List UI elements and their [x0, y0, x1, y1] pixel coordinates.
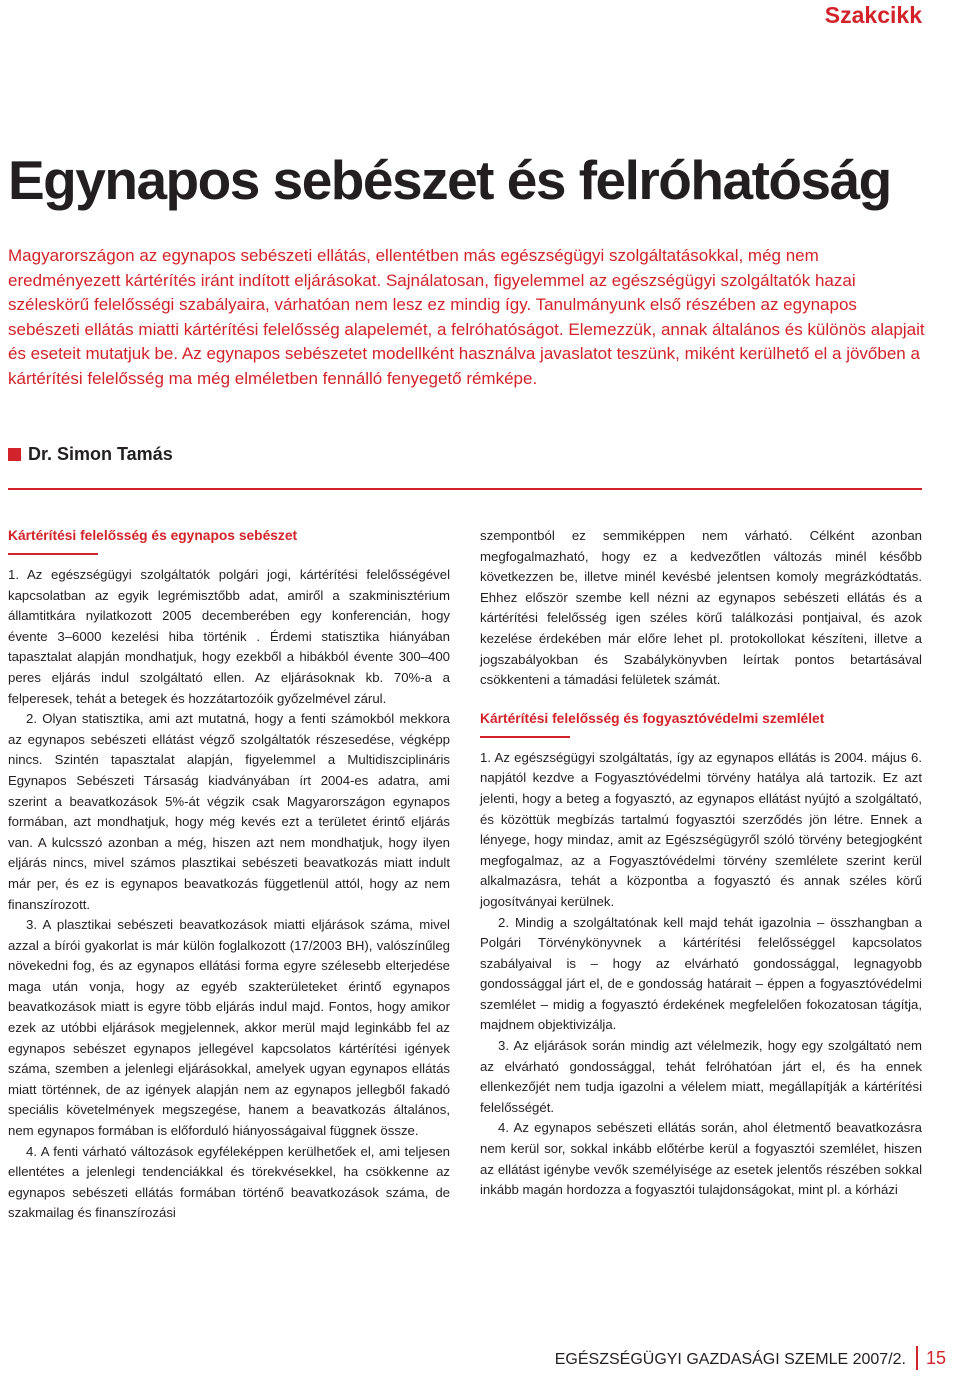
heading-underline [480, 736, 570, 738]
section-label: Szakcikk [824, 2, 922, 28]
paragraph: 2. Olyan statisztika, ami azt mutatná, hogy a fenti számokból mekkora az egynapos sebészeti ellátást végző szolgáltatók részesedése, végképp nincs. Szintén tapasztalat alapján, figyelemmel a Multidiszciplináris Egynapos Sebészeti Társaság kiadványában írt 2004-es adatra, ami szerint a beavatkozások 5%-át végzik csak Magyarországon egynapos formában, azt mondhatjuk, hogy még kevés ezt a területet érintő eljárás van. A kulcsszó azonban a még, hiszen azt nem mondhatjuk, hogy ilyen eljárás nincs, mivel számos plasztikai sebészeti beavatkozás miatt indult már per, és ez is egynapos beavatkozás függetlenül attól, hogy az nem finanszírozott. [8, 711, 450, 912]
article-title: Egynapos sebészet és felróhatóság [8, 149, 891, 211]
author-name: Dr. Simon Tamás [28, 444, 173, 464]
left-column [8, 526, 450, 1224]
journal-name: EGÉSZSÉGÜGYI GAZDASÁGI SZEMLE 2007/2. [554, 1351, 906, 1368]
paragraph: 4. Az egynapos sebészeti ellátás során, ahol életmentő beavatkozásra nem kerül sor, sokkal inkább előtérbe kerül a fogyasztói szemlélet, hiszen az ellátást igénybe vevők személyisége az esetek jelentős részében sokkal inkább magán hordozza a fogyasztói tulajdonságokat, mint pl. a kórházi [480, 1120, 922, 1198]
footer-separator [916, 1346, 918, 1370]
left-section-heading: Kártérítési felelősség és egynapos sebészet [8, 528, 298, 543]
paragraph: 1. Az egészségügyi szolgáltatás, így az egynapos ellátás is 2004. május 6. napjától kezdve a Fogyasztóvédelmi törvény hatálya alá tartozik. Ez azt jelenti, hogy a beteg a fogyasztó, az egynapos ellátást nyújtó a szolgáltató, és közöttük megbízás tartalmú fogyasztói szerződés jön létre. Ennek a lényege, hogy mindaz, amit az Egészségügyről szóló törvény betegjogként megfogalmaz, az a Fogyasztóvédelmi törvény szemlélete szerint kerül alkalmazásra, tehát a központba a fogyasztó és annak széles körű jogosítványai kerülnek. [480, 749, 922, 909]
paragraph: 1. Az egészségügyi szolgáltatók polgári jogi, kártérítési felelősségével kapcsolatban az egyik legrémisztőbb adat, amiről a szakminisztérium államtitkára nyilatkozott 2005 decemberében egy konferencián, hogy évente 3–6000 kezelési hiba történik . Érdemi statisztika hiányában tapasztalat alapján mondhatjuk, hogy ezekből a hibákból évente 300–400 peres eljárás indul szolgáltató ellen. Az eljárásoknak kb. 70%-a a felperesek, tehát a betegek és hozzátartozóik győzelmével zárul. [8, 567, 450, 706]
paragraph: 4. A fenti várható változások egyféleképpen kerülhetőek el, ami teljesen ellentétes a jelenlegi tendenciákkal és törekvésekkel, ha csökkenne az egynapos sebészeti ellátás formában történő beavatkozások száma, de szakmailag és finanszírozási [8, 1143, 450, 1221]
paragraph: 2. Mindig a szolgáltatónak kell majd tehát igazolnia – összhangban a Polgári Törvénykönyvnek a kártérítési felelősséggel kapcsolatos szabályaival is – hogy az elvárható gondossággal, legnagyobb gondossággal járt el, de e gondosság határait – éppen a fogyasztóvédelmi szemlélet – midig a fogyasztó érdekének megfelelően fokozatosan tágítja, majdnem objektivizálja. [480, 914, 922, 1033]
right-column [480, 526, 922, 1201]
paragraph: 3. A plasztikai sebészeti beavatkozások miatti eljárások száma, mivel azzal a bírói gyakorlat is már külön foglalkozott (17/2003 BH), valószínűleg növekedni fog, és az egynapos ellátási forma egyre szélesebb elterjedése maga után vonja, hogy az egyéb szakterületeket érintő egynapos beavatkozások miatt is egyre több eljárás indul majd. Fontos, hogy amikor ezek az utóbbi eljárások megjelennek, akkor merül majd leginkább fel az egynapos sebészet egynapos jellegével kapcsolatos kártérítési igények száma, szemben a jelenlegi eljárásokkal, amelyek ugyan egynapos ellátás miatt történnek, de az igények alapján nem az egynapos jellegből fakadó speciális követelmények megszegése, hanem a beavatkozás általános, nem egynapos formában is előforduló hiányosságaival függnek össze. [8, 917, 450, 1139]
page-footer [555, 1346, 946, 1370]
author-byline [8, 444, 173, 465]
paragraph: 3. Az eljárások során mindig azt vélelmezik, hogy egy szolgáltató nem az elvárható gondossággal, tehát felróhatóan járt el, és ha ennek ellenkezőjét nem tudja igazolni a vélelem miatt, megállapítják a kártérítési felelősségét. [480, 1038, 922, 1115]
author-marker-square [8, 448, 21, 461]
header-divider [8, 488, 922, 490]
paragraph: szempontból ez semmiképpen nem várható. Célként azonban megfogalmazható, hogy ez a kedvezőtlen változás minél később következzen be, illetve minél kevésbé jelentsen komoly megrázkódtatás. Ehhez először szembe kell nézni az egynapos sebészeti ellátás és a kártérítési felelősség igen széles körű találkozási pontjaival, és azok kezelése érdekében már előre lehet pl. protokollokat készíteni, illetve a jogszabályokban és Szabálykönyvben leírtak pontos betartásával csökkenteni a támadási felületek számát. [480, 528, 922, 688]
right-section-heading: Kártérítési felelősség és fogyasztóvédelmi szemlélet [480, 710, 825, 726]
page-number: 15 [925, 1348, 946, 1368]
heading-underline [8, 553, 98, 555]
article-lead: Magyarországon az egynapos sebészeti ellátás, ellentétben más egészségügyi szolgáltatásokkal, még nem eredményezett kártérítés iránt indított eljárásokat. Sajnálatosan, figyelemmel az egészségügyi szolgáltatók hazai széleskörű felelősségi szabályaira, várhatóan nem lesz ez mindig így. Tanulmányunk első részében az egynapos sebészeti ellátás miatti kártérítési felelősség alapelemét, a felróhatóságot. Elemezzük, annak általános és különös alapjait és eseteit mutatjuk be. Az egynapos sebészetet modellként használva javaslatot teszünk, miként kerülhető el a jövőben a kártérítési felelősség ma még elméletben fennálló fenyegető rémképe. [8, 246, 925, 388]
